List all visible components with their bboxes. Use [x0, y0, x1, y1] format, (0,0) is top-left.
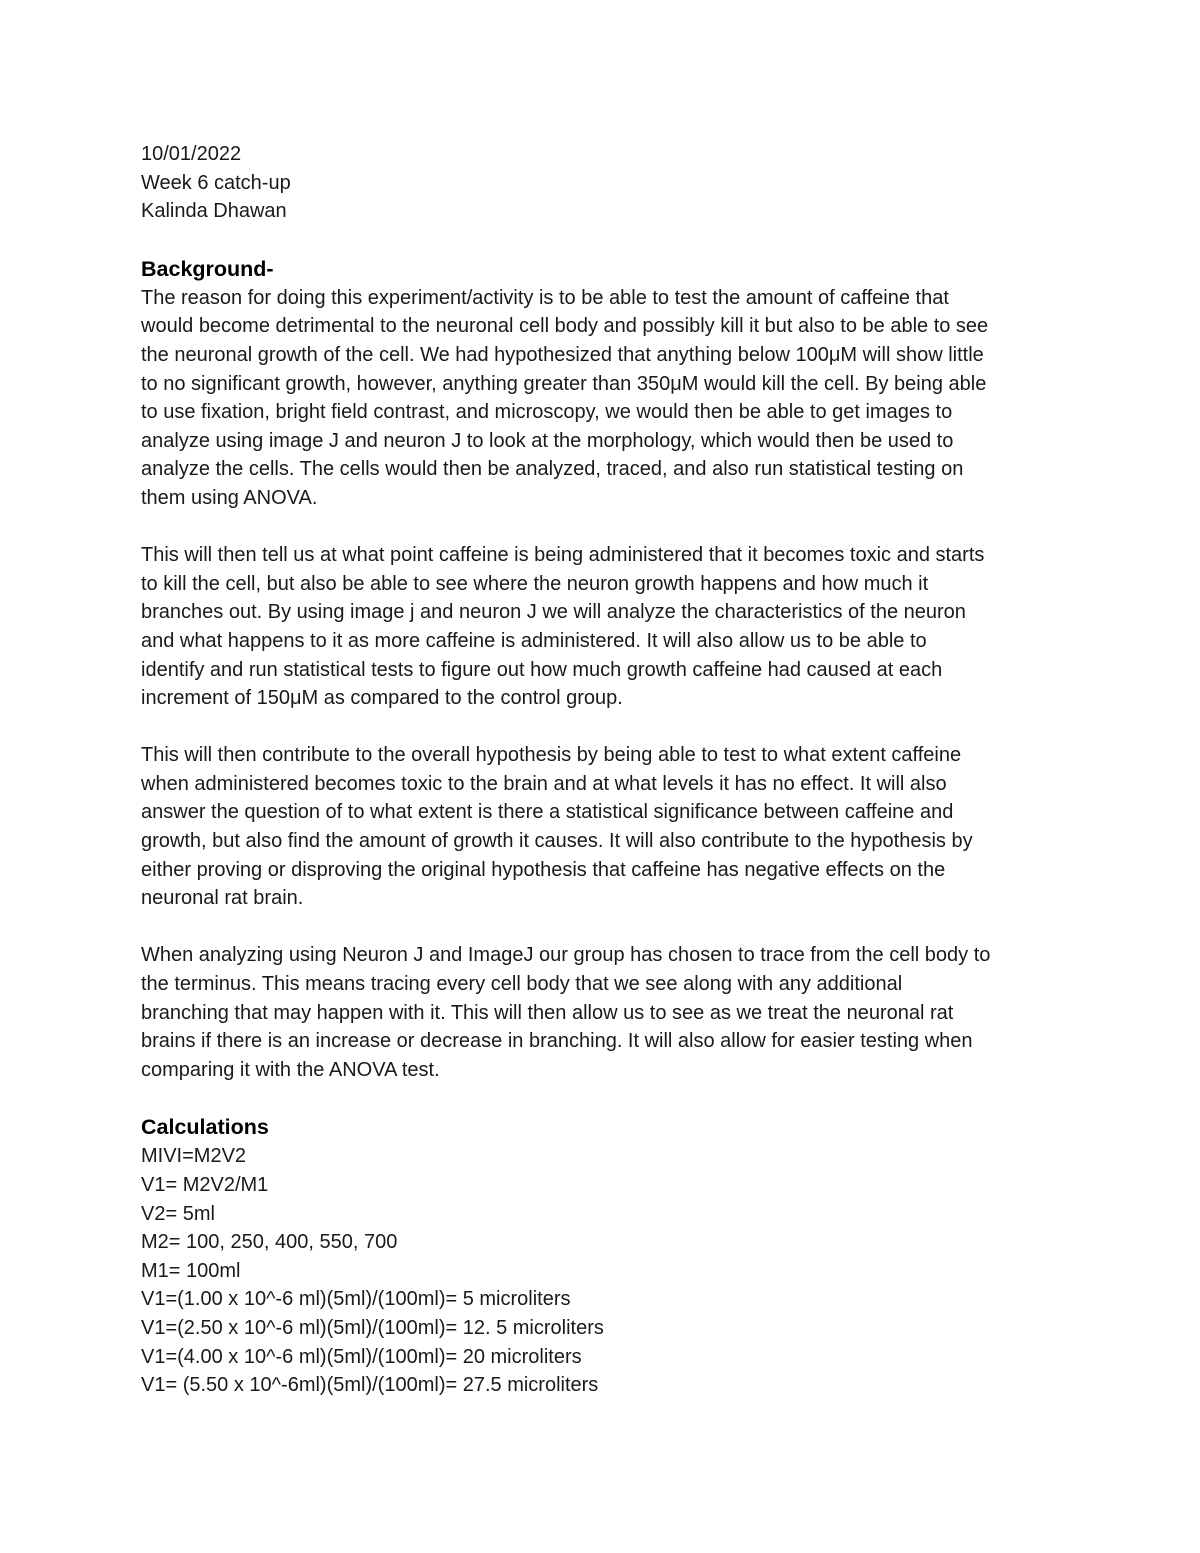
- paragraph-line: answer the question of to what extent is there a statistical significance between caffeine and: [141, 801, 954, 824]
- paragraph-line: analyze the cells. The cells would then be analyzed, traced, and also run statistical testing on: [141, 458, 964, 481]
- calculation-line: V1= M2V2/M1: [141, 1174, 269, 1196]
- paragraph-line: This will then contribute to the overall hypothesis by being able to test to what extent caffeine: [141, 744, 962, 767]
- paragraph-line: them using ANOVA.: [141, 486, 318, 509]
- paragraph-line: growth, but also find the amount of growth it causes. It will also contribute to the hypothesis by: [141, 830, 973, 853]
- document-title: Week 6 catch-up: [141, 171, 291, 194]
- paragraph-line: branching that may happen with it. This will then allow us to see as we treat the neuronal rat: [141, 1001, 954, 1024]
- calculation-line: MIVI=M2V2: [141, 1145, 247, 1168]
- paragraph-line: when administered becomes toxic to the brain and at what levels it has no effect. It will also: [141, 772, 947, 795]
- paragraph-line: to no significant growth, however, anything greater than 350μM would kill the cell. By being able: [141, 372, 987, 395]
- calculations-section: [141, 1113, 1071, 1399]
- paragraph-line: would become detrimental to the neuronal cell body and possibly kill it but also to be able to see: [141, 315, 989, 338]
- calculation-line: V1= (5.50 x 10^-6ml)(5ml)/(100ml)= 27.5 microliters: [141, 1374, 599, 1397]
- document-page: [141, 140, 1071, 1400]
- paragraph-line: neuronal rat brain.: [141, 887, 304, 910]
- paragraph-line: analyze using image J and neuron J to look at the morphology, which would then be used to: [141, 429, 954, 452]
- calculation-line: V2= 5ml: [141, 1202, 215, 1225]
- paragraph-line: and what happens to it as more caffeine is administered. It will also allow us to be able to: [141, 629, 927, 652]
- background-section: [141, 255, 1071, 1085]
- calculation-line: V1=(2.50 x 10^-6 ml)(5ml)/(100ml)= 12. 5 microliters: [141, 1316, 604, 1339]
- paragraph-line: the terminus. This means tracing every cell body that we see along with any additional: [141, 973, 903, 996]
- paragraph-line: increment of 150μM as compared to the control group.: [141, 687, 623, 710]
- calculation-line: V1=(1.00 x 10^-6 ml)(5ml)/(100ml)= 5 microliters: [141, 1288, 571, 1311]
- paragraph-line: identify and run statistical tests to figure out how much growth caffeine had caused at each: [141, 658, 943, 681]
- paragraph-line: the neuronal growth of the cell. We had hypothesized that anything below 100μM will show little: [141, 343, 984, 366]
- background-paragraphs: [141, 284, 1071, 1085]
- paragraph-line: brains if there is an increase or decrease in branching. It will also allow for easier testing when: [141, 1030, 973, 1053]
- paragraph-line: to kill the cell, but also be able to see where the neuron growth happens and how much it: [141, 572, 929, 595]
- document-header: [141, 140, 1071, 226]
- document-date: 10/01/2022: [141, 143, 242, 165]
- calculations-lines: [141, 1142, 1071, 1399]
- paragraph-line: either proving or disproving the original hypothesis that caffeine has negative effects on the: [141, 858, 946, 881]
- paragraph-line: This will then tell us at what point caffeine is being administered that it becomes toxic and starts: [141, 544, 985, 567]
- background-paragraph: [141, 741, 1071, 913]
- calculation-line: V1=(4.00 x 10^-6 ml)(5ml)/(100ml)= 20 microliters: [141, 1345, 582, 1368]
- background-paragraph: [141, 541, 1071, 713]
- paragraph-line: comparing it with the ANOVA test.: [141, 1058, 440, 1081]
- background-paragraph: [141, 941, 1071, 1084]
- calculation-line: M1= 100ml: [141, 1259, 241, 1282]
- background-paragraph: [141, 284, 1071, 513]
- paragraph-line: to use fixation, bright field contrast, and microscopy, we would then be able to get images to: [141, 401, 953, 424]
- calculations-heading: Calculations: [141, 1115, 269, 1140]
- background-heading: Background-: [141, 256, 274, 281]
- paragraph-line: When analyzing using Neuron J and ImageJ our group has chosen to trace from the cell body to: [141, 944, 991, 967]
- calculation-line: M2= 100, 250, 400, 550, 700: [141, 1231, 398, 1254]
- paragraph-line: branches out. By using image j and neuron J we will analyze the characteristics of the neuron: [141, 601, 966, 624]
- document-author: Kalinda Dhawan: [141, 200, 287, 223]
- paragraph-line: The reason for doing this experiment/activity is to be able to test the amount of caffeine that: [141, 286, 949, 309]
